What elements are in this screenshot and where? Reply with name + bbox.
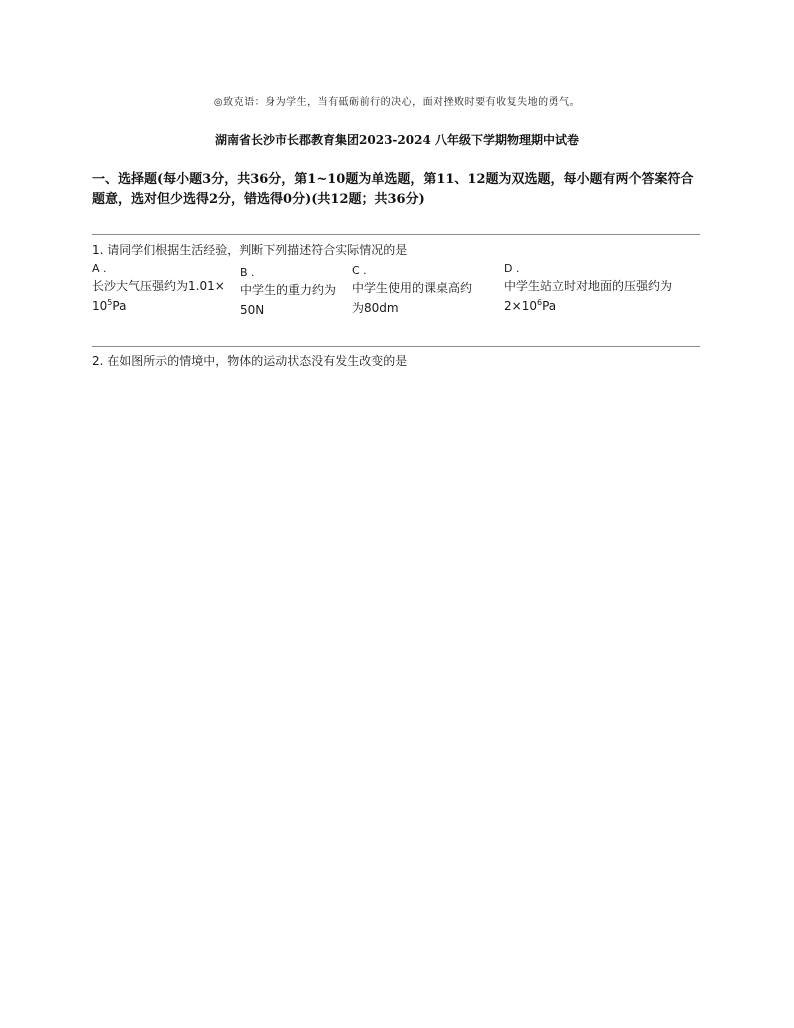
option-text-line-1: 长沙大气压强约为1.01× xyxy=(92,279,225,293)
option-text-line-2 xyxy=(92,296,225,316)
option-unit: Pa xyxy=(112,299,127,313)
question-1-option-b[interactable] xyxy=(240,266,336,320)
option-exponent: 5 xyxy=(107,298,113,307)
exam-title: 湖南省长沙市长郡教育集团2023-2024 八年级下学期物理期中试卷 xyxy=(215,133,579,147)
option-text-line-2 xyxy=(504,296,672,316)
section-heading: 一、选择题(每小题3分，共36分，第1~10题为单选题，第11、12题为双选题，每小题有两个答案符合题意，选对但少选得2分，错选得0分)(共12题；共36分) xyxy=(92,172,694,207)
option-unit: Pa xyxy=(542,299,557,313)
option-exponent: 6 xyxy=(536,298,543,307)
option-text-line-1: 中学生的重力约为 xyxy=(240,283,337,297)
motto-line: ◎致克语：身为学生，当有砥砺前行的决心，面对挫败时要有收复失地的勇气。 xyxy=(213,97,581,108)
option-text-line-2: 为80dm xyxy=(352,301,399,315)
question-1-stem: 1. 请同学们根据生活经验，判断下列描述符合实际情况的是 xyxy=(92,243,408,257)
option-letter: D . xyxy=(504,262,520,275)
option-letter: B . xyxy=(240,266,255,279)
question-divider xyxy=(92,346,700,347)
option-text-line-1: 中学生站立时对地面的压强约为 xyxy=(504,279,673,293)
option-letter: A . xyxy=(92,262,107,275)
option-base: 10 xyxy=(92,299,108,313)
option-text-line-2: 50N xyxy=(240,303,265,317)
option-text-line-1: 中学生使用的课桌高约 xyxy=(352,281,473,295)
question-1-option-d[interactable] xyxy=(504,262,672,316)
question-2-stem: 2. 在如图所示的情境中，物体的运动状态没有发生改变的是 xyxy=(92,354,408,368)
question-divider xyxy=(92,234,700,235)
question-1-option-c[interactable] xyxy=(352,264,472,318)
option-base: 2×10 xyxy=(504,299,537,313)
question-1-option-a[interactable] xyxy=(92,262,225,316)
option-letter: C . xyxy=(352,264,367,277)
